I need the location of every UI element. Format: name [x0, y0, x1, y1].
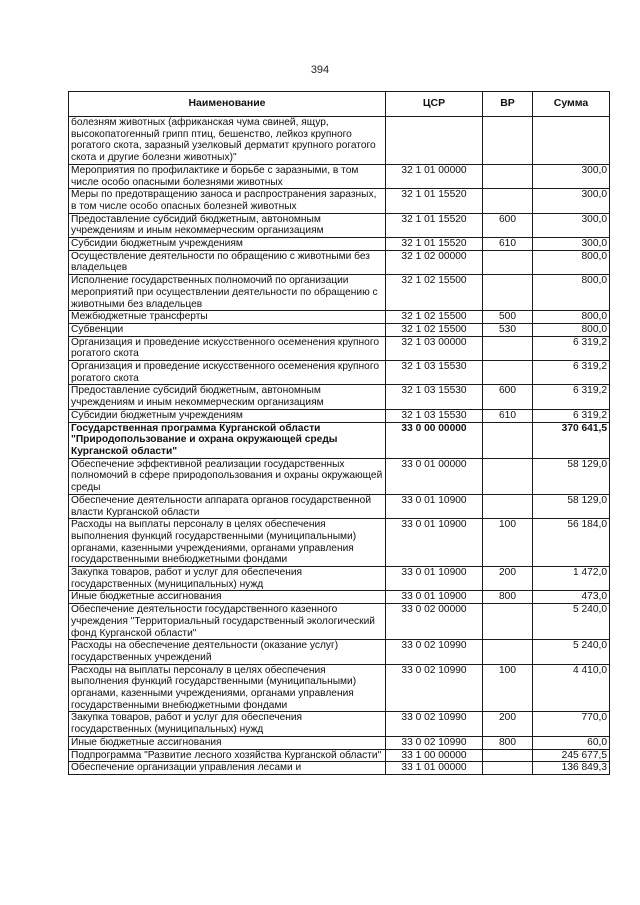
- table-row: [69, 762, 610, 775]
- cell-sum: 56 184,0: [533, 519, 610, 567]
- cell-name: Субсидии бюджетным учреждениям: [69, 409, 386, 422]
- cell-sum: 60,0: [533, 736, 610, 749]
- cell-csr: 33 0 00 00000: [386, 422, 483, 458]
- cell-csr: 33 1 01 00000: [386, 762, 483, 775]
- cell-sum: 300,0: [533, 238, 610, 251]
- table-row: [69, 164, 610, 188]
- cell-name: Межбюджетные трансферты: [69, 311, 386, 324]
- cell-sum: 1 472,0: [533, 567, 610, 591]
- table-row: [69, 458, 610, 494]
- cell-name: Расходы на выплаты персоналу в целях обеспечения выполнения функций государственными (муниципальными) органами, казенными учреждениями, органами управления государственными внебюджетными фондами: [69, 519, 386, 567]
- table-row: [69, 323, 610, 336]
- cell-vr: [483, 458, 533, 494]
- cell-sum: 136 849,3: [533, 762, 610, 775]
- cell-vr: [483, 749, 533, 762]
- cell-sum: 300,0: [533, 189, 610, 213]
- table-row: [69, 336, 610, 360]
- cell-sum: 300,0: [533, 164, 610, 188]
- header-name: Наименование: [69, 92, 386, 117]
- table-row: [69, 117, 610, 165]
- cell-name: Иные бюджетные ассигнования: [69, 736, 386, 749]
- cell-vr: [483, 640, 533, 664]
- cell-sum: 5 240,0: [533, 640, 610, 664]
- table-row: [69, 640, 610, 664]
- cell-csr: 32 1 01 15520: [386, 213, 483, 237]
- table-row: [69, 422, 610, 458]
- table-row: [69, 361, 610, 385]
- header-vr: ВР: [483, 92, 533, 117]
- cell-name: Субвенции: [69, 323, 386, 336]
- cell-name: болезням животных (африканская чума свиней, ящур, высокопатогенный грипп птиц, бешенство, лейкоз крупного рогатого скота, заразный узелковый дерматит крупного рогатого скота и другие болезни животных)": [69, 117, 386, 165]
- cell-sum: 245 677,5: [533, 749, 610, 762]
- cell-sum: 6 319,2: [533, 409, 610, 422]
- cell-csr: 32 1 01 15520: [386, 189, 483, 213]
- table-row: [69, 604, 610, 640]
- table-header-row: [69, 92, 610, 117]
- cell-vr: [483, 494, 533, 518]
- header-sum: Сумма: [533, 92, 610, 117]
- cell-csr: 32 1 02 15500: [386, 311, 483, 324]
- cell-sum: 6 319,2: [533, 361, 610, 385]
- cell-name: Расходы на обеспечение деятельности (оказание услуг) государственных учреждений: [69, 640, 386, 664]
- cell-csr: 32 1 03 15530: [386, 361, 483, 385]
- cell-csr: 32 1 03 15530: [386, 409, 483, 422]
- table-body: [69, 117, 610, 775]
- cell-name: Обеспечение деятельности государственного казенного учреждения "Территориальный государственный экологический фонд Курганской области": [69, 604, 386, 640]
- cell-csr: 32 1 02 00000: [386, 250, 483, 274]
- cell-vr: 600: [483, 385, 533, 409]
- budget-table: [68, 91, 610, 775]
- table-row: [69, 275, 610, 311]
- table-row: [69, 736, 610, 749]
- cell-csr: 33 0 02 00000: [386, 604, 483, 640]
- cell-csr: 32 1 03 00000: [386, 336, 483, 360]
- table-row: [69, 664, 610, 712]
- cell-sum: 58 129,0: [533, 458, 610, 494]
- cell-sum: 770,0: [533, 712, 610, 736]
- cell-csr: 33 0 02 10990: [386, 640, 483, 664]
- cell-vr: 100: [483, 664, 533, 712]
- cell-name: Субсидии бюджетным учреждениям: [69, 238, 386, 251]
- page-number: 394: [310, 64, 330, 76]
- table-row: [69, 494, 610, 518]
- cell-sum: 370 641,5: [533, 422, 610, 458]
- cell-sum: 473,0: [533, 591, 610, 604]
- table-row: [69, 567, 610, 591]
- cell-sum: [533, 117, 610, 165]
- cell-csr: 33 1 00 00000: [386, 749, 483, 762]
- table-row: [69, 712, 610, 736]
- cell-name: Меры по предотвращению заноса и распространения заразных, в том числе особо опасных болезней животных: [69, 189, 386, 213]
- cell-csr: 33 0 02 10990: [386, 712, 483, 736]
- cell-vr: [483, 762, 533, 775]
- cell-csr: [386, 117, 483, 165]
- table-row: [69, 749, 610, 762]
- cell-vr: [483, 336, 533, 360]
- cell-vr: 800: [483, 736, 533, 749]
- cell-sum: 6 319,2: [533, 336, 610, 360]
- cell-sum: 800,0: [533, 250, 610, 274]
- cell-vr: 610: [483, 409, 533, 422]
- cell-vr: 530: [483, 323, 533, 336]
- cell-sum: 800,0: [533, 275, 610, 311]
- cell-vr: [483, 422, 533, 458]
- cell-csr: 33 0 01 10900: [386, 591, 483, 604]
- table-row: [69, 213, 610, 237]
- cell-sum: 58 129,0: [533, 494, 610, 518]
- table-row: [69, 591, 610, 604]
- cell-name: Обеспечение деятельности аппарата органов государственной власти Курганской области: [69, 494, 386, 518]
- cell-name: Предоставление субсидий бюджетным, автономным учреждениям и иным некоммерческим организациям: [69, 213, 386, 237]
- cell-vr: 200: [483, 712, 533, 736]
- table-row: [69, 311, 610, 324]
- header-csr: ЦСР: [386, 92, 483, 117]
- cell-name: Предоставление субсидий бюджетным, автономным учреждениям и иным некоммерческим организациям: [69, 385, 386, 409]
- cell-sum: 6 319,2: [533, 385, 610, 409]
- cell-csr: 32 1 02 15500: [386, 275, 483, 311]
- cell-vr: 200: [483, 567, 533, 591]
- cell-name: Исполнение государственных полномочий по организации мероприятий при осуществлении деятельности по обращению с животными без владельцев: [69, 275, 386, 311]
- cell-name: Государственная программа Курганской области "Природопользование и охрана окружающей среды Курганской области": [69, 422, 386, 458]
- cell-sum: 800,0: [533, 311, 610, 324]
- cell-sum: 300,0: [533, 213, 610, 237]
- cell-csr: 32 1 01 00000: [386, 164, 483, 188]
- cell-csr: 33 0 02 10990: [386, 736, 483, 749]
- cell-name: Закупка товаров, работ и услуг для обеспечения государственных (муниципальных) нужд: [69, 712, 386, 736]
- cell-csr: 32 1 02 15500: [386, 323, 483, 336]
- cell-name: Осуществление деятельности по обращению с животными без владельцев: [69, 250, 386, 274]
- cell-vr: [483, 604, 533, 640]
- cell-vr: [483, 250, 533, 274]
- cell-name: Мероприятия по профилактике и борьбе с заразными, в том числе особо опасными болезнями животных: [69, 164, 386, 188]
- table-row: [69, 250, 610, 274]
- cell-name: Организация и проведение искусственного осеменения крупного рогатого скота: [69, 361, 386, 385]
- cell-vr: 100: [483, 519, 533, 567]
- cell-vr: [483, 117, 533, 165]
- cell-csr: 33 0 02 10990: [386, 664, 483, 712]
- cell-name: Организация и проведение искусственного осеменения крупного рогатого скота: [69, 336, 386, 360]
- table-row: [69, 189, 610, 213]
- cell-vr: 610: [483, 238, 533, 251]
- cell-csr: 33 0 01 10900: [386, 567, 483, 591]
- cell-name: Иные бюджетные ассигнования: [69, 591, 386, 604]
- cell-sum: 5 240,0: [533, 604, 610, 640]
- cell-sum: 800,0: [533, 323, 610, 336]
- cell-csr: 33 0 01 10900: [386, 494, 483, 518]
- cell-name: Закупка товаров, работ и услуг для обеспечения государственных (муниципальных) нужд: [69, 567, 386, 591]
- cell-vr: [483, 361, 533, 385]
- cell-csr: 32 1 03 15530: [386, 385, 483, 409]
- cell-sum: 4 410,0: [533, 664, 610, 712]
- table-row: [69, 409, 610, 422]
- cell-vr: [483, 189, 533, 213]
- table-row: [69, 519, 610, 567]
- cell-vr: 800: [483, 591, 533, 604]
- cell-csr: 33 0 01 10900: [386, 519, 483, 567]
- cell-name: Обеспечение эффективной реализации государственных полномочий в сфере природопользования и охраны окружающей среды: [69, 458, 386, 494]
- table-row: [69, 238, 610, 251]
- cell-vr: [483, 275, 533, 311]
- cell-csr: 32 1 01 15520: [386, 238, 483, 251]
- cell-vr: [483, 164, 533, 188]
- cell-csr: 33 0 01 00000: [386, 458, 483, 494]
- table-row: [69, 385, 610, 409]
- cell-vr: 600: [483, 213, 533, 237]
- cell-vr: 500: [483, 311, 533, 324]
- cell-name: Подпрограмма "Развитие лесного хозяйства Курганской области": [69, 749, 386, 762]
- cell-name: Расходы на выплаты персоналу в целях обеспечения выполнения функций государственными (муниципальными) органами, казенными учреждениями, органами управления государственными внебюджетными фондами: [69, 664, 386, 712]
- cell-name: Обеспечение организации управления лесами и: [69, 762, 386, 775]
